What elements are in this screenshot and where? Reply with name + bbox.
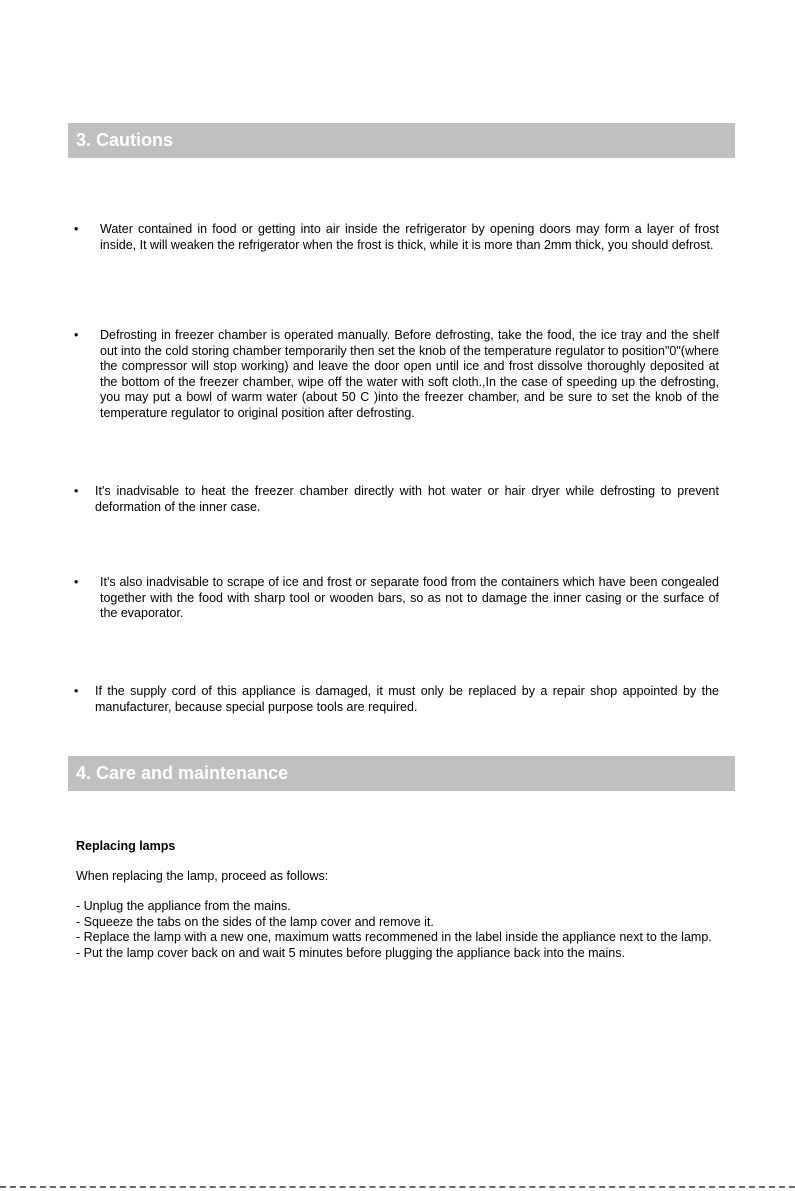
care-step: - Unplug the appliance from the mains. [76, 899, 291, 913]
care-step: - Put the lamp cover back on and wait 5 minutes before plugging the appliance back into the mains. [76, 945, 625, 960]
bullet-icon: • [74, 484, 79, 498]
caution-item [74, 328, 719, 422]
caution-text: Defrosting in freezer chamber is operated manually. Before defrosting, take the food, the ice tray and the shelf out into the cold storing chamber temporarily then set the knob of the temperature regulator to position"0"(where the compressor will stop working) and leave the door open until ice and frost dissolve thoroughly deposited at the bottom of the freezer chamber, wipe off the water with soft cloth.,In the case of speeding up the defrosting, you may put a bowl of warm water (about 50 C )into the freezer chamber, and be sure to set the knob of the temperature regulator to original position after defrosting. [100, 328, 719, 420]
subheading-replacing-lamps: Replacing lamps [76, 839, 176, 853]
bullet-icon: • [74, 575, 79, 589]
section-header-care [68, 756, 735, 791]
caution-text: If the supply cord of this appliance is damaged, it must only be replaced by a repair shop appointed by the manufacturer, because special purpose tools are required. [95, 684, 719, 714]
care-intro-text: When replacing the lamp, proceed as follows: [76, 869, 329, 883]
bullet-icon: • [74, 328, 79, 342]
bullet-icon: • [74, 222, 79, 236]
caution-item [74, 575, 719, 622]
page-bottom-rule [0, 1186, 795, 1188]
section-title-care: 4. Care and maintenance [76, 763, 289, 783]
caution-item [74, 484, 719, 515]
caution-text: It's inadvisable to heat the freezer chamber directly with hot water or hair dryer while defrosting to prevent deformation of the inner case. [95, 484, 719, 514]
section-title-cautions: 3. Cautions [76, 130, 174, 150]
section-header-cautions [68, 123, 735, 158]
caution-item [74, 222, 719, 253]
caution-text: Water contained in food or getting into air inside the refrigerator by opening doors may form a layer of frost inside, It will weaken the refrigerator when the frost is thick, while it is more than 2mm thick, you should defrost. [100, 222, 719, 252]
care-step: - Replace the lamp with a new one, maximum watts recommened in the label inside the appliance next to the lamp. [76, 930, 712, 945]
bullet-icon: • [74, 684, 79, 698]
caution-item [74, 684, 719, 715]
care-step: - Squeeze the tabs on the sides of the lamp cover and remove it. [76, 914, 434, 929]
care-steps-list [76, 899, 721, 961]
caution-text: It's also inadvisable to scrape of ice and frost or separate food from the containers which have been congealed together with the food with sharp tool or wooden bars, so as not to damage the inner casing or the surface of the evaporator. [100, 575, 719, 621]
